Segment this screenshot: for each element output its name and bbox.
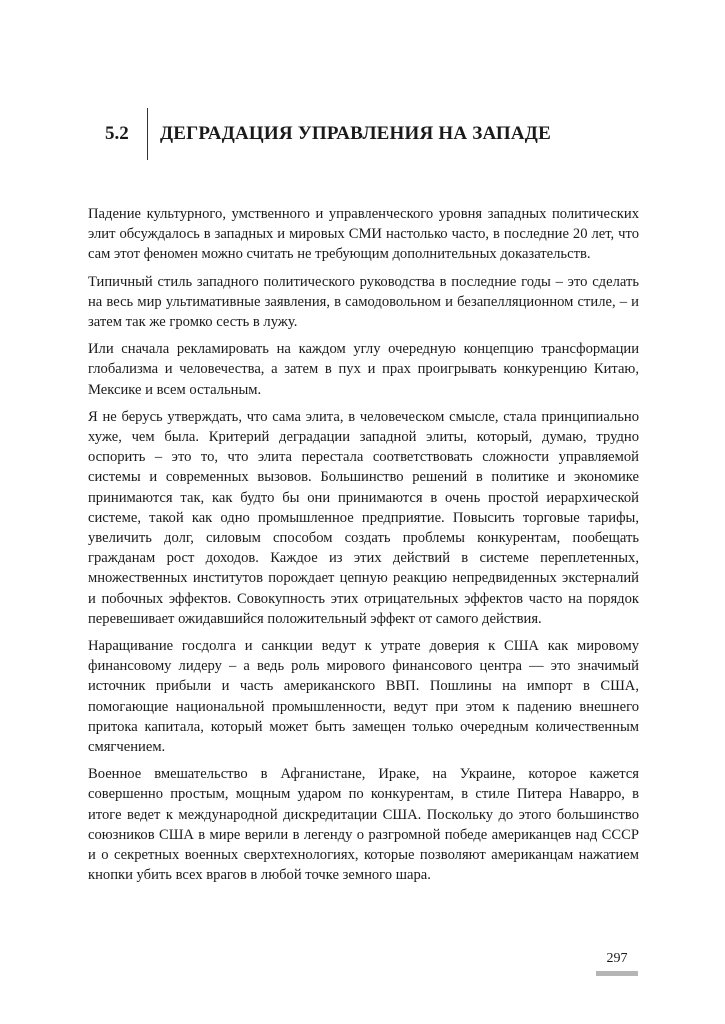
section-heading bbox=[105, 108, 551, 160]
section-number: 5.2 bbox=[105, 123, 129, 144]
page-number-bar bbox=[596, 971, 638, 976]
paragraph-4: Я не берусь утверждать, что сама элита, в человеческом смысле, стала принципиально хуже, чем была. Критерий деградации западной элиты, который, думаю, трудно оспорить – это то, что элита перестала соответствовать сложности управляемой системы и современных вызовов. Большинство решений в политике и экономике принимаются так, как будто бы они принимаются в очень простой иерархической системе, такой как одно промышленное предприятие. Повысить торговые тарифы, увеличить долг, силовым способом создать проблемы конкурентам, пообещать гражданам рост доходов. Каждое из этих действий в системе переплетенных, множественных институтов порождает цепную реакцию непредвиденных экстерналий и побочных эффектов. Совокупность этих отрицательных эффектов часто на порядок перевешивает ожидавшийся положительный эффект от самого действия. bbox=[88, 408, 639, 627]
page-number: 297 bbox=[606, 951, 628, 966]
heading-divider bbox=[147, 108, 148, 160]
section-title: ДЕГРАДАЦИЯ УПРАВЛЕНИЯ НА ЗАПАДЕ bbox=[160, 123, 551, 144]
body-text bbox=[88, 204, 639, 893]
paragraph-2: Типичный стиль западного политического руководства в последние годы – это сделать на весь мир ультимативные заявления, в самодовольном и безапелляционном стиле, – и затем так же громко сесть в лужу. bbox=[88, 273, 639, 331]
paragraph-3: Или сначала рекламировать на каждом углу очередную концепцию трансформации глобализма и человечества, а затем в пух и прах проигрывать конкуренцию Китаю, Мексике и всем остальным. bbox=[88, 341, 639, 398]
paragraph-1: Падение культурного, умственного и управленческого уровня западных политических элит обсуждалось в западных и мировых СМИ настолько часто, в последние 20 лет, что сам этот феномен можно считать не требующим дополнительных доказательств. bbox=[88, 206, 639, 263]
paragraph-5: Наращивание госдолга и санкции ведут к утрате доверия к США как мировому финансовому лидеру – а ведь роль мирового финансового центра — это значимый источник прибыли и часть американского ВВП. Пошлины на импорт в США, помогающие национальной промышленности, ведут при этом к падению внешнего притока капитала, который может быть замещен только очередным количественным смягчением. bbox=[88, 638, 639, 756]
paragraph-6: Военное вмешательство в Афганистане, Ираке, на Украине, которое кажется совершенно простым, мощным ударом по конкурентам, в стиле Питера Наварро, в итоге ведет к международной дискредитации США. Поскольку до этого большинство союзников США в мире верили в легенду о разгромной победе американцев над СССР и о секретных военных сверхтехнологиях, которые позволяют американцам нажатием кнопки убить всех врагов в любой точке земного шара. bbox=[88, 766, 639, 884]
